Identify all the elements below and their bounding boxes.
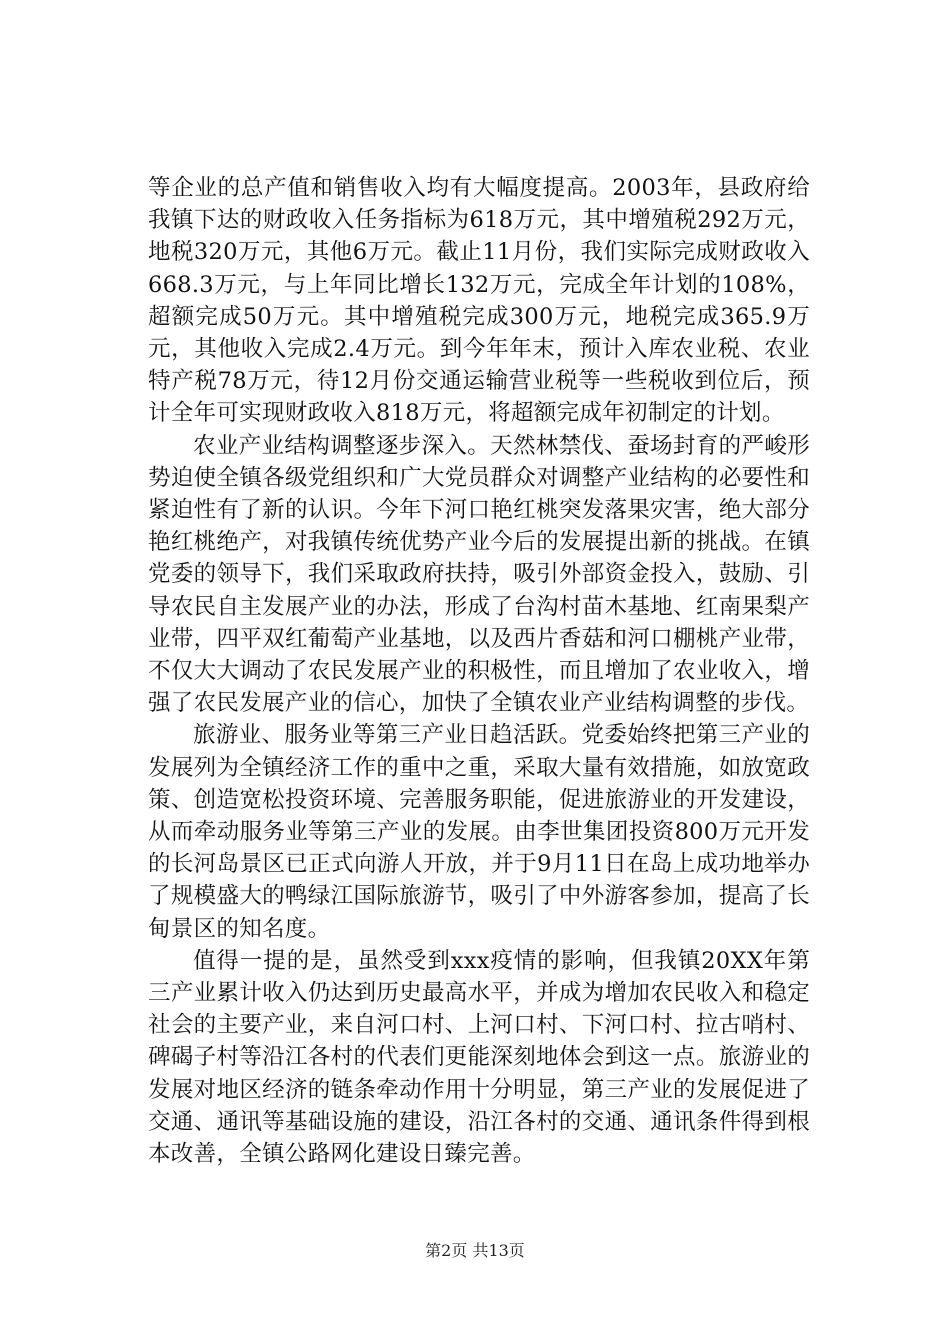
page-number-label: 第2页 共13页 bbox=[425, 1241, 525, 1260]
page-footer bbox=[0, 1241, 950, 1261]
paragraph-tourism-services: 旅游业、服务业等第三产业日趋活跃。党委始终把第三产业的发展列为全镇经济工作的重中之重，采取大量有效措施，如放宽政策、创造宽松投资环境、完善服务职能，促进旅游业的开发建设，从而牵动服务业等第三产业的发展。由李世集团投资800万元开发的长河岛景区已正式向游人开放，并于9月11日在岛上成功地举办了规模盛大的鸭绿江国际旅游节，吸引了中外游客参加，提高了长甸景区的知名度。 bbox=[148, 722, 810, 942]
paragraph-fiscal-revenue: 等企业的总产值和销售收入均有大幅度提高。2003年，县政府给我镇下达的财政收入任务指标为618万元，其中增殖税292万元，地税320万元，其他6万元。截止11月份，我们实际完成财政收入668.3万元，与上年同比增长132万元，完成全年计划的108%，超额完成50万元。其中增殖税完成300万元，地税完成365.9万元，其他收入完成2.4万元。到今年年末，预计入库农业税、农业特产税78万元，待12月份交通运输营业税等一些税收到位后，预计全年可实现财政收入818万元，将超额完成年初制定的计划。 bbox=[148, 175, 810, 427]
paragraph-tertiary-industry: 值得一提的是，虽然受到xxx疫情的影响，但我镇20XX年第三产业累计收入仍达到历史最高水平，并成为增加农民收入和稳定社会的主要产业，来自河口村、上河口村、下河口村、拉古哨村、碑碣子村等沿江各村的代表们更能深刻地体会到这一点。旅游业的发展对地区经济的链条牵动作用十分明显，第三产业的发展促进了交通、通讯等基础设施的建设，沿江各村的交通、通讯条件得到根本改善，全镇公路网化建设日臻完善。 bbox=[148, 947, 810, 1168]
document-body bbox=[148, 172, 810, 1170]
paragraph-agriculture-restructuring: 农业产业结构调整逐步深入。天然林禁伐、蚕场封育的严峻形势迫使全镇各级党组织和广大党员群众对调整产业结构的必要性和紧迫性有了新的认识。今年下河口艳红桃突发落果灾害，绝大部分艳红桃绝产，对我镇传统优势产业今后的发展提出新的挑战。在镇党委的领导下，我们采取政府扶持，吸引外部资金投入，鼓励、引导农民自主发展产业的办法，形成了台沟村苗木基地、红南果梨产业带，四平双红葡萄产业基地，以及西片香菇和河口棚桃产业带，不仅大大调动了农民发展产业的积极性，而且增加了农业收入，增强了农民发展产业的信心，加快了全镇农业产业结构调整的步伐。 bbox=[148, 432, 810, 717]
